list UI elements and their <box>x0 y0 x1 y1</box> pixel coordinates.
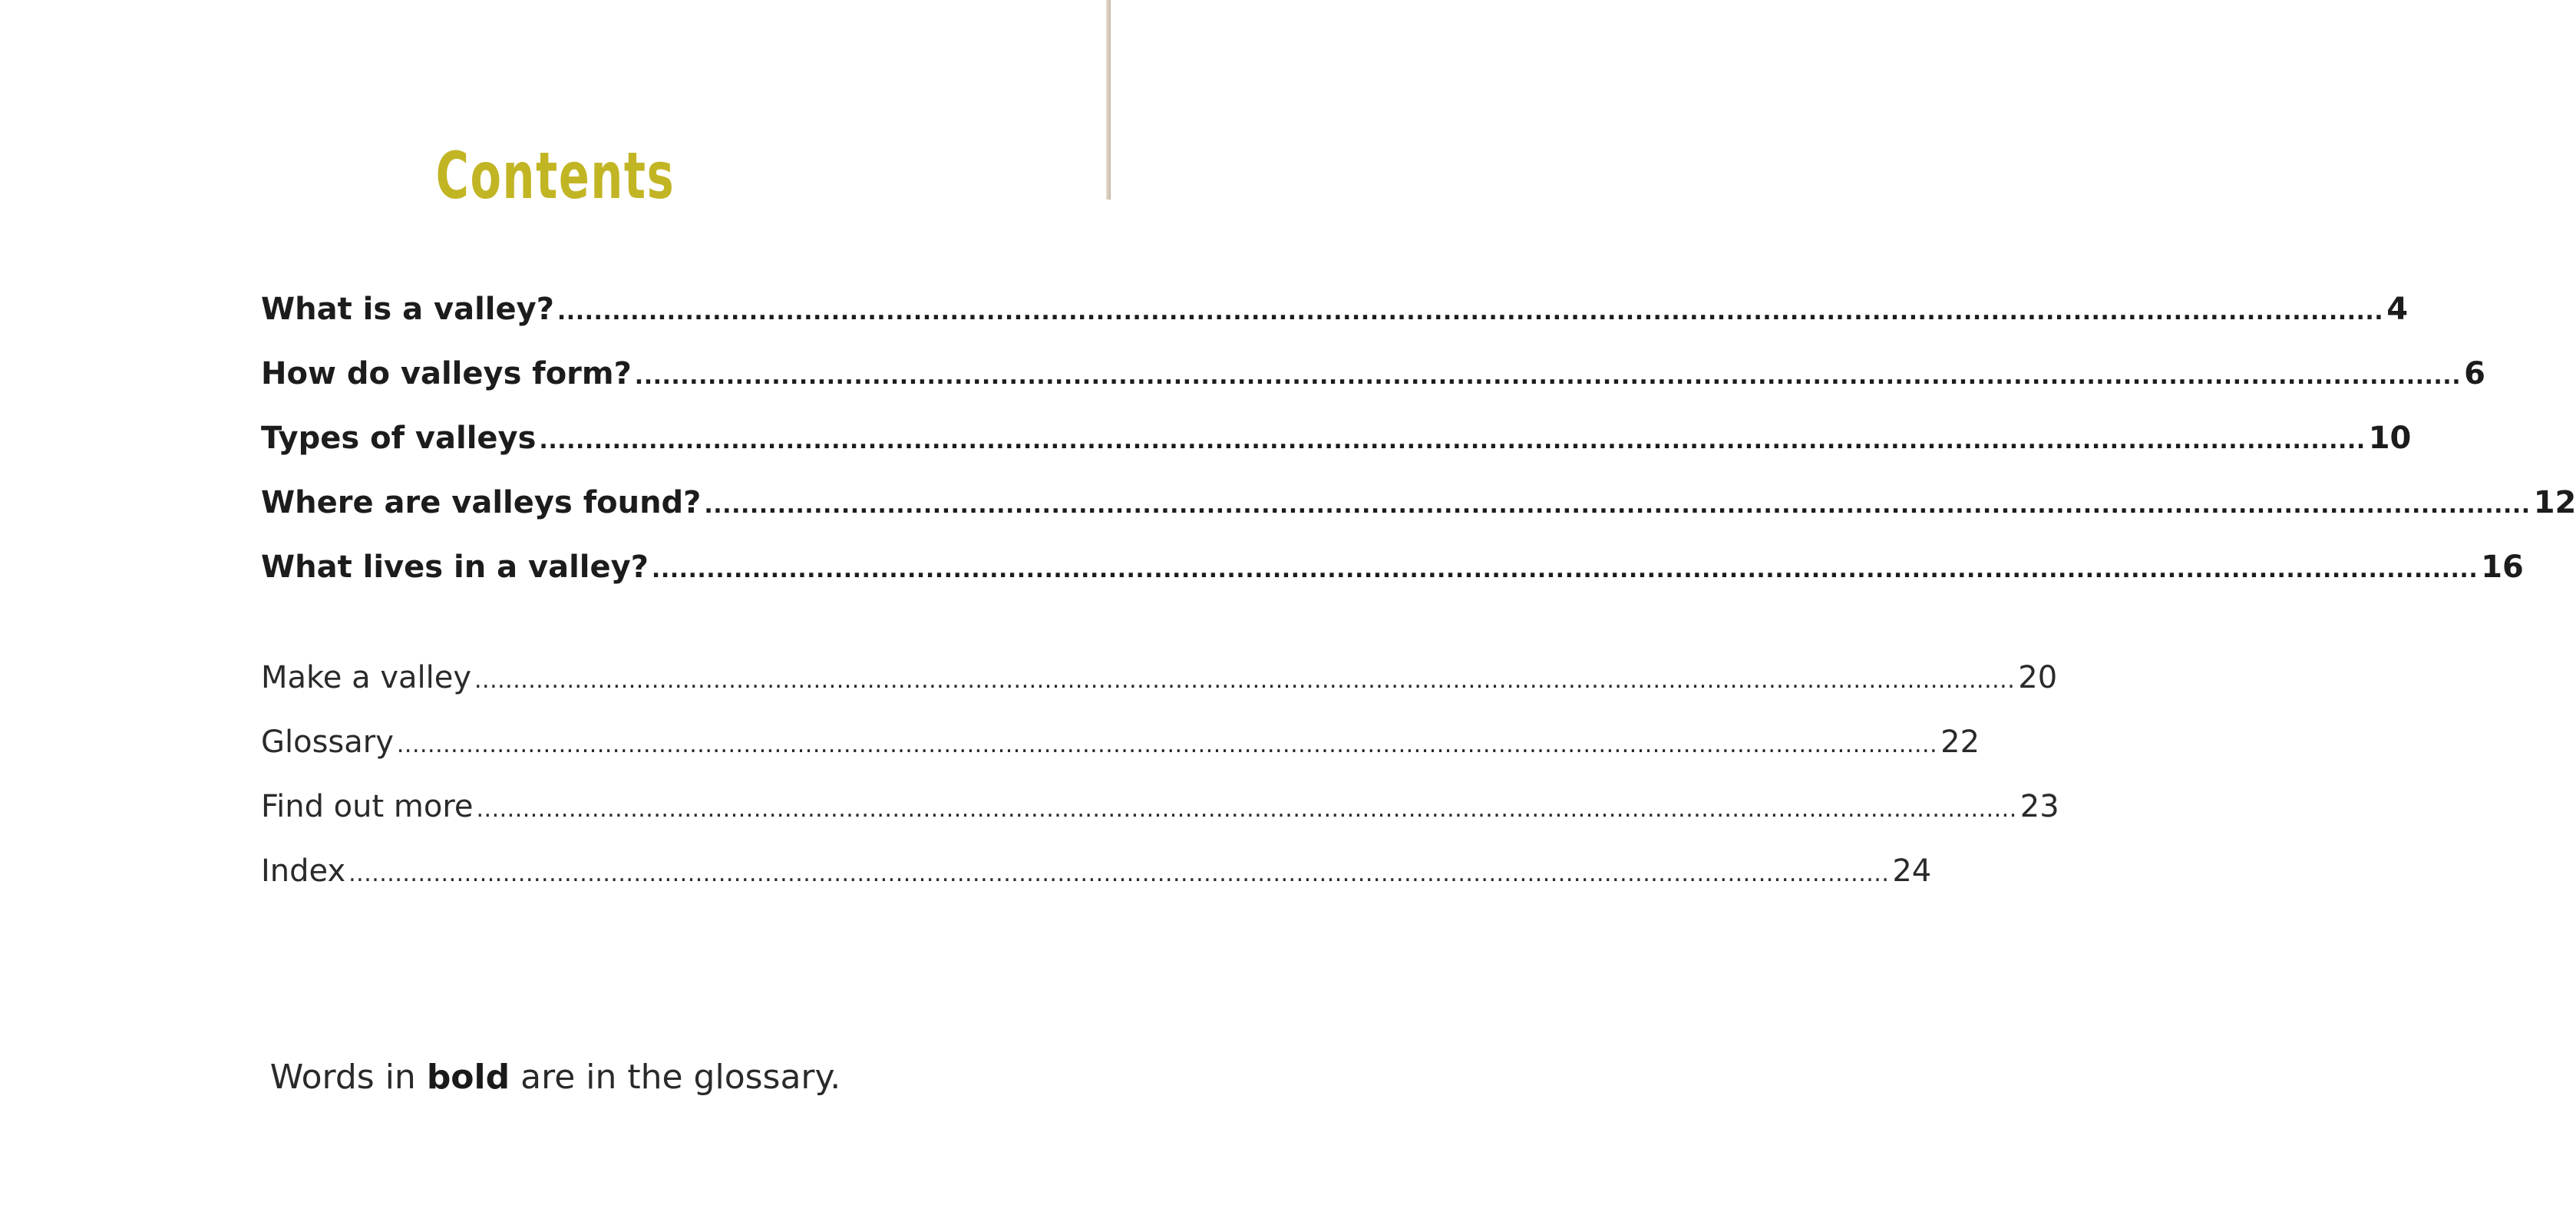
dot-leader: ........................................................................................................................................................................................................ <box>396 731 1938 758</box>
glossary-note-start: Words in <box>269 1058 427 1097</box>
dot-leader: ........................................................................................................................................................................................................ <box>704 492 2531 519</box>
toc-entry[interactable] <box>261 660 2058 725</box>
toc-entry-title: What lives in a valley? <box>261 550 649 585</box>
glossary-note <box>0 1058 1111 1097</box>
back-matter-list <box>261 660 2059 918</box>
toc-entry[interactable] <box>261 356 2485 421</box>
dot-leader: ........................................................................................................................................................................................................ <box>651 556 2479 583</box>
toc-entry[interactable] <box>261 485 2576 550</box>
toc-entry-title: Make a valley <box>261 660 472 695</box>
glossary-note-end: are in the glossary. <box>510 1058 841 1097</box>
toc-entry[interactable] <box>261 725 1980 789</box>
main-contents-list <box>261 292 2576 614</box>
dot-leader: ........................................................................................................................................................................................................ <box>476 796 2017 823</box>
toc-entry-title: Where are valleys found? <box>261 485 702 520</box>
toc-entry[interactable] <box>261 421 2412 485</box>
toc-entry-page: 23 <box>2020 789 2059 824</box>
dot-leader: ........................................................................................................................................................................................................ <box>539 427 2366 454</box>
toc-entry-page: 20 <box>2018 660 2058 695</box>
toc-entry-page: 12 <box>2533 485 2576 520</box>
toc-entry-title: How do valleys form? <box>261 356 632 391</box>
toc-entry[interactable] <box>261 292 2409 356</box>
dot-leader: ........................................................................................................................................................................................................ <box>474 667 2016 694</box>
toc-entry-title: Glossary <box>261 725 394 760</box>
toc-entry-title: Index <box>261 853 346 889</box>
toc-entry-title: Types of valleys <box>261 421 537 456</box>
page-edge-shadow <box>1106 0 1111 200</box>
toc-entry-page: 24 <box>1892 853 1932 889</box>
toc-entry-title: What is a valley? <box>261 292 554 327</box>
toc-entry-page: 10 <box>2368 421 2412 456</box>
dot-leader: ........................................................................................................................................................................................................ <box>348 860 1890 887</box>
toc-entry[interactable] <box>261 789 2059 853</box>
contents-heading: Contents <box>435 138 675 213</box>
toc-entry-page: 6 <box>2464 356 2485 391</box>
toc-entry-page: 4 <box>2386 292 2409 327</box>
toc-entry[interactable] <box>261 550 2524 614</box>
dot-leader: ........................................................................................................................................................................................................ <box>634 363 2462 390</box>
glossary-note-bold: bold <box>426 1058 510 1097</box>
dot-leader: ........................................................................................................................................................................................................ <box>556 299 2384 325</box>
toc-entry-page: 16 <box>2481 550 2524 585</box>
toc-entry[interactable] <box>261 853 1932 918</box>
toc-entry-page: 22 <box>1940 725 1980 760</box>
toc-entry-title: Find out more <box>261 789 474 824</box>
